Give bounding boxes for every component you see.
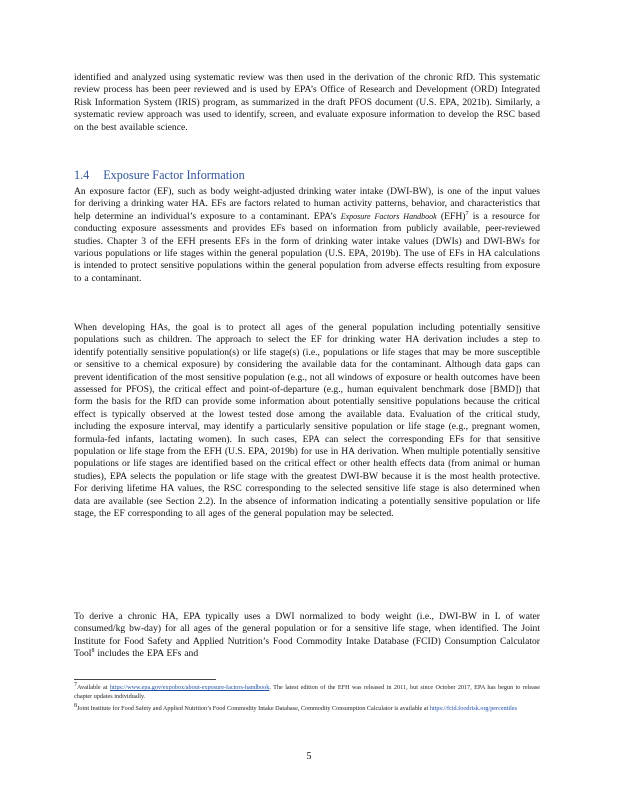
footnote-7-marker: 7 xyxy=(74,681,77,688)
footnote-8 xyxy=(74,702,540,714)
efh-title-italic: Exposure Factors Handbook xyxy=(340,211,437,221)
efh-link[interactable]: https://www.epa.gov/expobox/about-exposure-factors-handbook xyxy=(109,684,270,691)
p2-text-3: is a resource for conducting exposure assessments and provides EFs based on information from publicly available, peer-reviewed studies. Chapter 3 of the EFH presents EFs in the form of drinking water intake values (DWIs) and DWI-BWs for various populations or life stages within the general population (U.S. EPA, 2019b). The use of EFs in HA calculations is intended to protect sensitive populations within the general population from adverse effects resulting from exposure to a contaminant. xyxy=(74,210,540,284)
p4-text-1: To derive a chronic HA, EPA typically uses a DWI normalized to body weight (i.e., DWI-BW in L of water consumed/kg bw-day) for all ages of the general population or for a sensitive life stage, when identified. The Joint Institute for Food Safety and Applied Nutrition’s Food Commodity Intake Database (FCID) Consumption Calculator Tool xyxy=(74,611,540,660)
page-number: 5 xyxy=(306,751,312,762)
footnote-separator xyxy=(74,679,216,680)
footnote-7 xyxy=(74,681,540,701)
section-number: 1.4 xyxy=(74,168,90,182)
fcid-link[interactable]: https://fcid.foodrisk.org/percentiles xyxy=(429,705,518,712)
paragraph-sensitive-populations: When developing HAs, the goal is to protect all ages of the general population including potentially sensitive populations such as children. The approach to select the EF for drinking water HA derivation includes a step to identify potentially sensitive population(s) or life stage(s) (i.e., populations or life stages that may be more susceptible or sensitive to a chemical exposure) by considering the available data for the contaminant. Although data gaps can prevent identification of the most sensitive population (e.g., not all windows of exposure or health outcomes have been assessed for PFOS), the critical effect and point-of-departure (e.g., human equivalent benchmark dose [BMD]) that form the basis for the RfD can provide some information about potentially sensitive populations because the critical effect is typically observed at the lowest tested dose among the available data. Evaluation of the critical study, including the exposure interval, may identify a particularly sensitive population or life stage (e.g., pregnant women, formula-fed infants, lactating women). In such cases, EPA can select the corresponding EFs for that sensitive population or life stage from the EFH (U.S. EPA, 2019b) for use in HA derivation. When multiple potentially sensitive populations or life stages are identified based on the critical effect or other health effects data (from animal or human studies), EPA selects the population or life stage with the greatest DWI-BW because it is the most health protective. For deriving lifetime HA values, the RSC corresponding to the selected sensitive life stage is also determined when data are available (see Section 2.2). In the absence of information indicating a potentially sensitive population or life stage, the EF corresponding to all ages of the general population may be selected. xyxy=(74,322,540,520)
footnote-8-marker: 8 xyxy=(74,702,77,709)
section-title: Exposure Factor Information xyxy=(103,168,245,182)
footnote-8-pre: Joint Institute for Food Safety and Applied Nutrition’s Food Commodity Intake Database, Commodity Consumption Calculator is available at xyxy=(77,705,430,712)
paragraph-systematic-review: identified and analyzed using systematic review was then used in the derivation of the chronic RfD. This systematic review process has been peer reviewed and is used by EPA’s Office of Research and Development (ORD) Integrated Risk Information System (IRIS) program, as summarized in the draft PFOS document (U.S. EPA, 2021b). Similarly, a systematic review approach was used to identify, screen, and evaluate exposure information to develop the RSC based on the best available science. xyxy=(74,72,540,133)
p4-text-2: includes the EPA EFs and xyxy=(94,648,199,660)
paragraph-chronic-ha xyxy=(74,611,540,661)
p2-text-2: (EFH) xyxy=(436,210,466,222)
section-heading xyxy=(74,168,245,183)
footnote-7-post: . The latest edition of the EFH was released in 2011, but since October 2017, EPA has begun to release chapter updates individually. xyxy=(74,684,540,700)
footnote-7-pre: Available at xyxy=(77,684,110,691)
footnote-ref-7[interactable]: 7 xyxy=(465,210,469,217)
p2-text-1: An exposure factor (EF), such as body weight-adjusted drinking water intake (DWI-BW), is one of the input values for deriving a drinking water HA. EFs are factors related to human activity patterns, behavior, and characteristics that help determine an individual’s exposure to a contaminant. EPA’s xyxy=(74,186,540,222)
paragraph-exposure-factor xyxy=(74,186,540,285)
footnote-ref-8[interactable]: 8 xyxy=(91,648,95,655)
